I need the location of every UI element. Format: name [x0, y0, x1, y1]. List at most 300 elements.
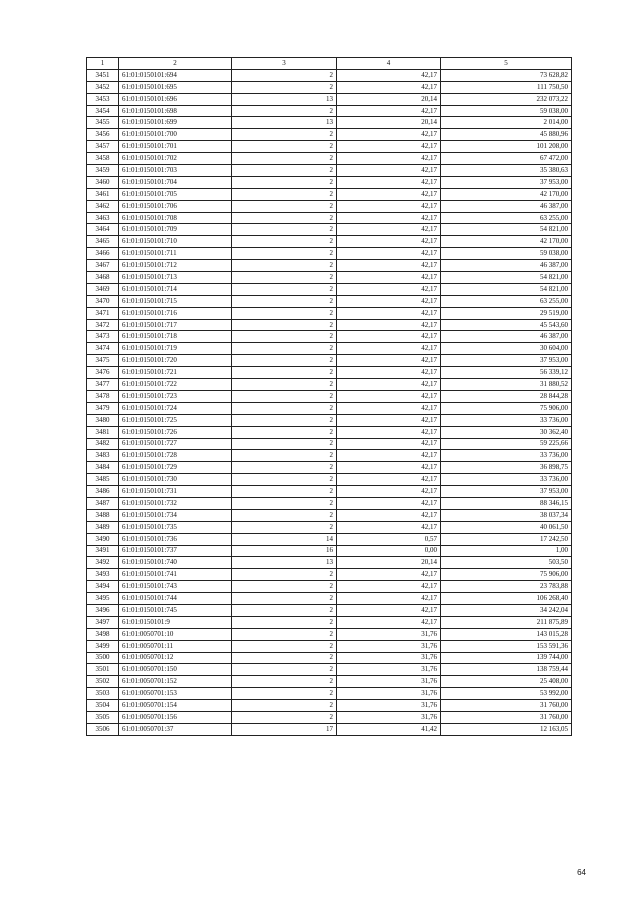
- table-row: [87, 593, 572, 605]
- specific-value-cell: 42,17: [337, 593, 441, 605]
- cadastral-value-cell: 54 821,00: [441, 224, 572, 236]
- group-code-cell: 2: [232, 248, 337, 260]
- cadastral-number-cell: 61:01:0150101:724: [119, 402, 232, 414]
- table-row: [87, 509, 572, 521]
- row-number-cell: 3479: [87, 402, 119, 414]
- row-number-cell: 3452: [87, 81, 119, 93]
- specific-value-cell: 42,17: [337, 521, 441, 533]
- specific-value-cell: 42,17: [337, 379, 441, 391]
- row-number-cell: 3465: [87, 236, 119, 248]
- row-number-cell: 3473: [87, 331, 119, 343]
- specific-value-cell: 42,17: [337, 450, 441, 462]
- group-code-cell: 2: [232, 129, 337, 141]
- group-code-cell: 16: [232, 545, 337, 557]
- row-number-cell: 3490: [87, 533, 119, 545]
- cadastral-value-cell: 63 255,00: [441, 295, 572, 307]
- cadastral-number-cell: 61:01:0150101:740: [119, 557, 232, 569]
- table-row: [87, 153, 572, 165]
- group-code-cell: 2: [232, 628, 337, 640]
- table-row: [87, 640, 572, 652]
- cadastral-number-cell: 61:01:0150101:710: [119, 236, 232, 248]
- table-row: [87, 438, 572, 450]
- specific-value-cell: 42,17: [337, 426, 441, 438]
- group-code-cell: 2: [232, 165, 337, 177]
- table-row: [87, 711, 572, 723]
- table-row: [87, 676, 572, 688]
- group-code-cell: 17: [232, 723, 337, 735]
- cadastral-number-cell: 61:01:0150101:9: [119, 616, 232, 628]
- cadastral-number-cell: 61:01:0050701:12: [119, 652, 232, 664]
- group-code-cell: 2: [232, 486, 337, 498]
- table-row: [87, 367, 572, 379]
- group-code-cell: 13: [232, 117, 337, 129]
- cadastral-value-cell: 31 760,00: [441, 700, 572, 712]
- specific-value-cell: 42,17: [337, 497, 441, 509]
- cadastral-number-cell: 61:01:0150101:712: [119, 260, 232, 272]
- group-code-cell: 2: [232, 212, 337, 224]
- column-header-1: 1: [87, 58, 119, 70]
- specific-value-cell: 42,17: [337, 462, 441, 474]
- row-number-cell: 3472: [87, 319, 119, 331]
- column-header-2: 2: [119, 58, 232, 70]
- row-number-cell: 3487: [87, 497, 119, 509]
- row-number-cell: 3467: [87, 260, 119, 272]
- row-number-cell: 3497: [87, 616, 119, 628]
- group-code-cell: 2: [232, 462, 337, 474]
- table-row: [87, 343, 572, 355]
- table-row: [87, 105, 572, 117]
- cadastral-value-cell: 35 380,63: [441, 165, 572, 177]
- row-number-cell: 3462: [87, 200, 119, 212]
- cadastral-number-cell: 61:01:0150101:715: [119, 295, 232, 307]
- row-number-cell: 3453: [87, 93, 119, 105]
- cadastral-number-cell: 61:01:0050701:10: [119, 628, 232, 640]
- cadastral-number-cell: 61:01:0150101:703: [119, 165, 232, 177]
- cadastral-number-cell: 61:01:0150101:700: [119, 129, 232, 141]
- row-number-cell: 3469: [87, 283, 119, 295]
- cadastral-value-cell: 106 268,40: [441, 593, 572, 605]
- cadastral-value-cell: 143 015,28: [441, 628, 572, 640]
- cadastral-number-cell: 61:01:0150101:714: [119, 283, 232, 295]
- column-header-4: 4: [337, 58, 441, 70]
- row-number-cell: 3451: [87, 69, 119, 81]
- cadastral-value-cell: 56 339,12: [441, 367, 572, 379]
- specific-value-cell: 42,17: [337, 438, 441, 450]
- specific-value-cell: 42,17: [337, 188, 441, 200]
- cadastral-value-cell: 12 163,05: [441, 723, 572, 735]
- specific-value-cell: 42,17: [337, 486, 441, 498]
- cadastral-number-cell: 61:01:0050701:154: [119, 700, 232, 712]
- row-number-cell: 3496: [87, 604, 119, 616]
- group-code-cell: 2: [232, 509, 337, 521]
- cadastral-value-cell: 54 821,00: [441, 283, 572, 295]
- specific-value-cell: 42,17: [337, 343, 441, 355]
- cadastral-value-cell: 37 953,00: [441, 486, 572, 498]
- group-code-cell: 2: [232, 331, 337, 343]
- table-row: [87, 557, 572, 569]
- specific-value-cell: 42,17: [337, 616, 441, 628]
- group-code-cell: 2: [232, 604, 337, 616]
- table-row: [87, 248, 572, 260]
- cadastral-value-cell: 153 591,36: [441, 640, 572, 652]
- cadastral-number-cell: 61:01:0150101:729: [119, 462, 232, 474]
- table-row: [87, 212, 572, 224]
- table-row: [87, 379, 572, 391]
- cadastral-number-cell: 61:01:0150101:708: [119, 212, 232, 224]
- specific-value-cell: 42,17: [337, 69, 441, 81]
- cadastral-number-cell: 61:01:0150101:709: [119, 224, 232, 236]
- specific-value-cell: 42,17: [337, 569, 441, 581]
- table-row: [87, 117, 572, 129]
- specific-value-cell: 31,76: [337, 628, 441, 640]
- cadastral-value-cell: 59 038,00: [441, 105, 572, 117]
- cadastral-value-cell: 138 759,44: [441, 664, 572, 676]
- group-code-cell: 2: [232, 711, 337, 723]
- row-number-cell: 3474: [87, 343, 119, 355]
- group-code-cell: 2: [232, 616, 337, 628]
- row-number-cell: 3491: [87, 545, 119, 557]
- specific-value-cell: 42,17: [337, 604, 441, 616]
- cadastral-number-cell: 61:01:0150101:716: [119, 307, 232, 319]
- table-row: [87, 628, 572, 640]
- cadastral-number-cell: 61:01:0050701:11: [119, 640, 232, 652]
- specific-value-cell: 42,17: [337, 236, 441, 248]
- table-row: [87, 486, 572, 498]
- table-row: [87, 141, 572, 153]
- row-number-cell: 3454: [87, 105, 119, 117]
- column-header-5: 5: [441, 58, 572, 70]
- group-code-cell: 2: [232, 593, 337, 605]
- cadastral-value-cell: 139 744,00: [441, 652, 572, 664]
- cadastral-value-cell: 31 760,00: [441, 711, 572, 723]
- specific-value-cell: 31,76: [337, 640, 441, 652]
- cadastral-number-cell: 61:01:0050701:153: [119, 688, 232, 700]
- table-row: [87, 402, 572, 414]
- table-row: [87, 652, 572, 664]
- specific-value-cell: 42,17: [337, 141, 441, 153]
- cadastral-number-cell: 61:01:0150101:745: [119, 604, 232, 616]
- cadastral-value-cell: 46 387,00: [441, 331, 572, 343]
- cadastral-number-cell: 61:01:0150101:702: [119, 153, 232, 165]
- row-number-cell: 3494: [87, 581, 119, 593]
- row-number-cell: 3468: [87, 272, 119, 284]
- cadastral-value-cell: 28 844,28: [441, 390, 572, 402]
- row-number-cell: 3485: [87, 474, 119, 486]
- cadastral-value-cell: 73 628,82: [441, 69, 572, 81]
- table-row: [87, 224, 572, 236]
- cadastral-value-cell: 23 783,88: [441, 581, 572, 593]
- cadastral-number-cell: 61:01:0150101:737: [119, 545, 232, 557]
- specific-value-cell: 42,17: [337, 509, 441, 521]
- cadastral-number-cell: 61:01:0150101:732: [119, 497, 232, 509]
- table-row: [87, 295, 572, 307]
- specific-value-cell: 42,17: [337, 129, 441, 141]
- cadastral-value-cell: 88 346,15: [441, 497, 572, 509]
- cadastral-value-cell: 1,00: [441, 545, 572, 557]
- specific-value-cell: 20,14: [337, 557, 441, 569]
- cadastral-value-cell: 232 073,22: [441, 93, 572, 105]
- group-code-cell: 2: [232, 497, 337, 509]
- cadastral-number-cell: 61:01:0150101:727: [119, 438, 232, 450]
- cadastral-value-cell: 45 880,96: [441, 129, 572, 141]
- cadastral-value-cell: 37 953,00: [441, 176, 572, 188]
- cadastral-value-cell: 59 225,66: [441, 438, 572, 450]
- group-code-cell: 2: [232, 367, 337, 379]
- cadastral-number-cell: 61:01:0150101:701: [119, 141, 232, 153]
- cadastral-number-cell: 61:01:0150101:694: [119, 69, 232, 81]
- row-number-cell: 3504: [87, 700, 119, 712]
- cadastral-value-cell: 42 170,00: [441, 188, 572, 200]
- table-header-row: [87, 58, 572, 70]
- specific-value-cell: 31,76: [337, 700, 441, 712]
- row-number-cell: 3503: [87, 688, 119, 700]
- group-code-cell: 2: [232, 438, 337, 450]
- table-row: [87, 355, 572, 367]
- specific-value-cell: 42,17: [337, 355, 441, 367]
- row-number-cell: 3484: [87, 462, 119, 474]
- cadastral-value-cell: 2 014,00: [441, 117, 572, 129]
- group-code-cell: 2: [232, 69, 337, 81]
- table-row: [87, 331, 572, 343]
- row-number-cell: 3501: [87, 664, 119, 676]
- table-row: [87, 497, 572, 509]
- row-number-cell: 3457: [87, 141, 119, 153]
- specific-value-cell: 31,76: [337, 664, 441, 676]
- table-row: [87, 272, 572, 284]
- table-row: [87, 700, 572, 712]
- cadastral-value-cell: 33 736,00: [441, 474, 572, 486]
- table-row: [87, 69, 572, 81]
- row-number-cell: 3460: [87, 176, 119, 188]
- cadastral-number-cell: 61:01:0150101:720: [119, 355, 232, 367]
- group-code-cell: 2: [232, 283, 337, 295]
- row-number-cell: 3481: [87, 426, 119, 438]
- row-number-cell: 3461: [87, 188, 119, 200]
- specific-value-cell: 42,17: [337, 153, 441, 165]
- specific-value-cell: 42,17: [337, 390, 441, 402]
- row-number-cell: 3480: [87, 414, 119, 426]
- table-row: [87, 688, 572, 700]
- cadastral-value-cell: 75 906,00: [441, 402, 572, 414]
- row-number-cell: 3502: [87, 676, 119, 688]
- row-number-cell: 3477: [87, 379, 119, 391]
- row-number-cell: 3476: [87, 367, 119, 379]
- group-code-cell: 2: [232, 295, 337, 307]
- group-code-cell: 2: [232, 379, 337, 391]
- table-row: [87, 533, 572, 545]
- specific-value-cell: 0,57: [337, 533, 441, 545]
- cadastral-value-cell: 59 038,00: [441, 248, 572, 260]
- group-code-cell: 2: [232, 260, 337, 272]
- table-row: [87, 569, 572, 581]
- row-number-cell: 3489: [87, 521, 119, 533]
- table-row: [87, 450, 572, 462]
- group-code-cell: 2: [232, 343, 337, 355]
- cadastral-value-cell: 36 898,75: [441, 462, 572, 474]
- cadastral-number-cell: 61:01:0150101:695: [119, 81, 232, 93]
- cadastral-value-cell: 40 061,50: [441, 521, 572, 533]
- cadastral-number-cell: 61:01:0150101:726: [119, 426, 232, 438]
- specific-value-cell: 42,17: [337, 402, 441, 414]
- row-number-cell: 3506: [87, 723, 119, 735]
- table-row: [87, 664, 572, 676]
- table-row: [87, 474, 572, 486]
- cadastral-number-cell: 61:01:0150101:741: [119, 569, 232, 581]
- specific-value-cell: 42,17: [337, 283, 441, 295]
- cadastral-number-cell: 61:01:0150101:718: [119, 331, 232, 343]
- column-header-3: 3: [232, 58, 337, 70]
- cadastral-number-cell: 61:01:0150101:698: [119, 105, 232, 117]
- row-number-cell: 3493: [87, 569, 119, 581]
- specific-value-cell: 31,76: [337, 688, 441, 700]
- specific-value-cell: 42,17: [337, 307, 441, 319]
- group-code-cell: 2: [232, 474, 337, 486]
- row-number-cell: 3500: [87, 652, 119, 664]
- specific-value-cell: 42,17: [337, 200, 441, 212]
- specific-value-cell: 42,17: [337, 272, 441, 284]
- row-number-cell: 3486: [87, 486, 119, 498]
- group-code-cell: 2: [232, 676, 337, 688]
- cadastral-number-cell: 61:01:0150101:744: [119, 593, 232, 605]
- cadastral-value-cell: 67 472,00: [441, 153, 572, 165]
- group-code-cell: 2: [232, 688, 337, 700]
- group-code-cell: 2: [232, 188, 337, 200]
- table-row: [87, 200, 572, 212]
- specific-value-cell: 31,76: [337, 652, 441, 664]
- group-code-cell: 2: [232, 390, 337, 402]
- specific-value-cell: 42,17: [337, 331, 441, 343]
- specific-value-cell: 42,17: [337, 224, 441, 236]
- cadastral-value-cell: 54 821,00: [441, 272, 572, 284]
- cadastral-number-cell: 61:01:0150101:704: [119, 176, 232, 188]
- specific-value-cell: 42,17: [337, 367, 441, 379]
- group-code-cell: 2: [232, 664, 337, 676]
- specific-value-cell: 0,00: [337, 545, 441, 557]
- table-row: [87, 426, 572, 438]
- group-code-cell: 2: [232, 414, 337, 426]
- row-number-cell: 3482: [87, 438, 119, 450]
- cadastral-value-cell: 53 992,00: [441, 688, 572, 700]
- cadastral-number-cell: 61:01:0150101:706: [119, 200, 232, 212]
- row-number-cell: 3488: [87, 509, 119, 521]
- row-number-cell: 3492: [87, 557, 119, 569]
- cadastral-value-cell: 75 906,00: [441, 569, 572, 581]
- cadastral-number-cell: 61:01:0150101:699: [119, 117, 232, 129]
- specific-value-cell: 42,17: [337, 474, 441, 486]
- cadastral-number-cell: 61:01:0150101:722: [119, 379, 232, 391]
- cadastral-number-cell: 61:01:0150101:713: [119, 272, 232, 284]
- cadastral-value-cell: 63 255,00: [441, 212, 572, 224]
- row-number-cell: 3478: [87, 390, 119, 402]
- cadastral-number-cell: 61:01:0150101:721: [119, 367, 232, 379]
- table-row: [87, 165, 572, 177]
- specific-value-cell: 42,17: [337, 295, 441, 307]
- specific-value-cell: 42,17: [337, 176, 441, 188]
- row-number-cell: 3471: [87, 307, 119, 319]
- row-number-cell: 3455: [87, 117, 119, 129]
- cadastral-value-cell: 31 880,52: [441, 379, 572, 391]
- group-code-cell: 2: [232, 141, 337, 153]
- row-number-cell: 3458: [87, 153, 119, 165]
- row-number-cell: 3498: [87, 628, 119, 640]
- specific-value-cell: 20,14: [337, 117, 441, 129]
- group-code-cell: 13: [232, 557, 337, 569]
- table-row: [87, 723, 572, 735]
- cadastral-value-cell: 33 736,00: [441, 450, 572, 462]
- cadastral-number-cell: 61:01:0150101:743: [119, 581, 232, 593]
- cadastral-value-cell: 45 543,60: [441, 319, 572, 331]
- cadastral-value-cell: 34 242,04: [441, 604, 572, 616]
- group-code-cell: 2: [232, 426, 337, 438]
- table-row: [87, 283, 572, 295]
- cadastral-number-cell: 61:01:0050701:152: [119, 676, 232, 688]
- table-row: [87, 129, 572, 141]
- row-number-cell: 3475: [87, 355, 119, 367]
- specific-value-cell: 42,17: [337, 260, 441, 272]
- specific-value-cell: 41,42: [337, 723, 441, 735]
- group-code-cell: 2: [232, 319, 337, 331]
- cadastral-value-cell: 211 875,89: [441, 616, 572, 628]
- table-row: [87, 604, 572, 616]
- cadastral-number-cell: 61:01:0150101:730: [119, 474, 232, 486]
- group-code-cell: 2: [232, 450, 337, 462]
- specific-value-cell: 31,76: [337, 711, 441, 723]
- row-number-cell: 3466: [87, 248, 119, 260]
- cadastral-number-cell: 61:01:0150101:735: [119, 521, 232, 533]
- table-row: [87, 319, 572, 331]
- cadastral-value-cell: 46 387,00: [441, 200, 572, 212]
- cadastral-value-cell: 42 170,00: [441, 236, 572, 248]
- specific-value-cell: 42,17: [337, 581, 441, 593]
- specific-value-cell: 42,17: [337, 414, 441, 426]
- cadastral-value-cell: 503,50: [441, 557, 572, 569]
- cadastral-number-cell: 61:01:0150101:719: [119, 343, 232, 355]
- group-code-cell: 2: [232, 200, 337, 212]
- cadastral-value-cell: 29 519,00: [441, 307, 572, 319]
- row-number-cell: 3464: [87, 224, 119, 236]
- row-number-cell: 3463: [87, 212, 119, 224]
- cadastral-number-cell: 61:01:0050701:150: [119, 664, 232, 676]
- group-code-cell: 2: [232, 581, 337, 593]
- group-code-cell: 2: [232, 105, 337, 117]
- cadastral-number-cell: 61:01:0150101:723: [119, 390, 232, 402]
- group-code-cell: 2: [232, 569, 337, 581]
- table-row: [87, 176, 572, 188]
- group-code-cell: 2: [232, 153, 337, 165]
- row-number-cell: 3483: [87, 450, 119, 462]
- specific-value-cell: 20,14: [337, 93, 441, 105]
- group-code-cell: 14: [232, 533, 337, 545]
- cadastral-number-cell: 61:01:0150101:696: [119, 93, 232, 105]
- row-number-cell: 3456: [87, 129, 119, 141]
- cadastral-value-cell: 25 408,00: [441, 676, 572, 688]
- table-row: [87, 390, 572, 402]
- cadastral-number-cell: 61:01:0050701:37: [119, 723, 232, 735]
- row-number-cell: 3495: [87, 593, 119, 605]
- specific-value-cell: 42,17: [337, 212, 441, 224]
- group-code-cell: 2: [232, 700, 337, 712]
- cadastral-value-cell: 111 750,50: [441, 81, 572, 93]
- group-code-cell: 2: [232, 81, 337, 93]
- table-body: [87, 69, 572, 735]
- cadastral-value-table: [86, 57, 572, 736]
- row-number-cell: 3505: [87, 711, 119, 723]
- group-code-cell: 2: [232, 652, 337, 664]
- group-code-cell: 2: [232, 272, 337, 284]
- table-row: [87, 260, 572, 272]
- cadastral-value-cell: 30 362,40: [441, 426, 572, 438]
- cadastral-value-cell: 17 242,50: [441, 533, 572, 545]
